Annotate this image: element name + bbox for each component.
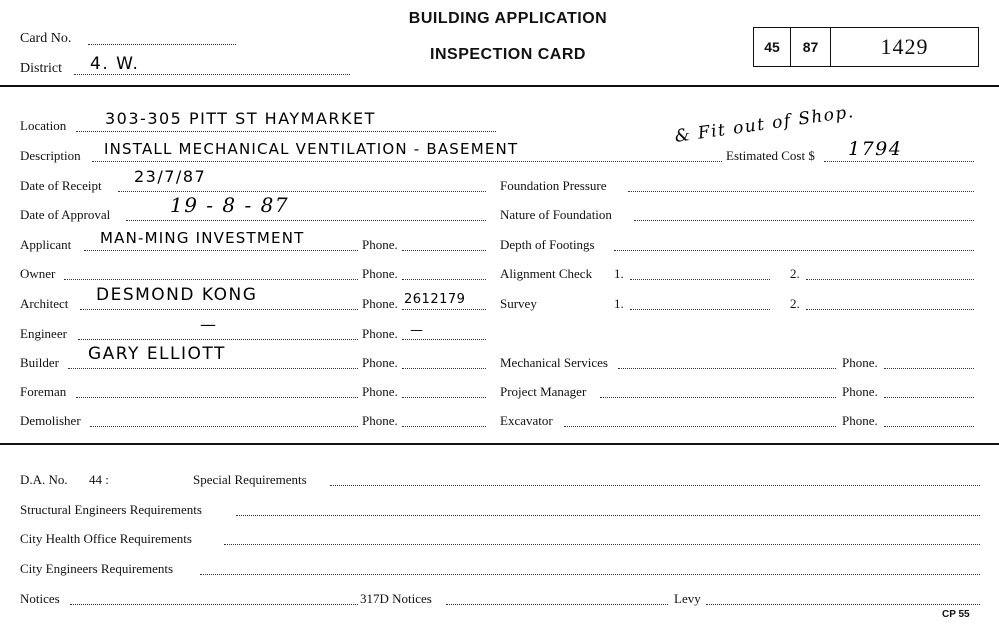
health-requirements-line[interactable] bbox=[224, 544, 980, 545]
architect-phone-value: 2612179 bbox=[404, 292, 466, 307]
foundation-pressure-label: Foundation Pressure bbox=[500, 178, 607, 193]
foreman-phone-line[interactable] bbox=[402, 397, 486, 398]
location-line[interactable] bbox=[76, 131, 496, 132]
levy-line[interactable] bbox=[706, 604, 980, 605]
card-id-box bbox=[753, 27, 979, 67]
builder-line[interactable] bbox=[68, 368, 358, 369]
mechanical-services-label: Mechanical Services bbox=[500, 355, 608, 370]
engineer-line[interactable] bbox=[78, 339, 358, 340]
builder-phone-line[interactable] bbox=[402, 368, 486, 369]
foreman-label: Foreman bbox=[20, 384, 67, 399]
description-value: INSTALL MECHANICAL VENTILATION - BASEMENT bbox=[104, 140, 519, 158]
alignment-check-label: Alignment Check bbox=[500, 266, 593, 281]
description-label: Description bbox=[20, 148, 81, 163]
estimated-cost-label: Estimated Cost $ bbox=[726, 148, 815, 163]
engineer-phone-value: — bbox=[410, 323, 425, 338]
applicant-phone-line[interactable] bbox=[402, 250, 486, 251]
district-line[interactable] bbox=[74, 74, 350, 75]
survey-1-line[interactable] bbox=[630, 309, 770, 310]
card-number: 1429 bbox=[880, 34, 929, 59]
form-title-line2: INSPECTION CARD bbox=[430, 46, 586, 63]
date-receipt-value: 23/7/87 bbox=[134, 167, 207, 186]
architect-phone-label: Phone. bbox=[362, 296, 398, 311]
excavator-line[interactable] bbox=[564, 426, 836, 427]
builder-value: GARY ELLIOTT bbox=[88, 344, 226, 364]
card-no-label: Card No. bbox=[20, 31, 72, 46]
card-no-line[interactable] bbox=[88, 44, 236, 45]
engineer-label: Engineer bbox=[20, 326, 67, 341]
survey-2-line[interactable] bbox=[806, 309, 974, 310]
foreman-phone-label: Phone. bbox=[362, 384, 398, 399]
applicant-line[interactable] bbox=[84, 250, 358, 251]
card-box-a: 45 bbox=[754, 28, 791, 66]
da-no-label: D.A. No. bbox=[20, 472, 68, 487]
depth-footings-line[interactable] bbox=[614, 250, 974, 251]
survey-2-label: 2. bbox=[790, 296, 800, 311]
location-label: Location bbox=[20, 118, 67, 133]
engineer-phone-label: Phone. bbox=[362, 326, 398, 341]
date-approval-value: 19 - 8 - 87 bbox=[170, 193, 290, 217]
mechanical-services-line[interactable] bbox=[618, 368, 836, 369]
form-code: CP 55 bbox=[942, 609, 970, 620]
architect-phone-line[interactable] bbox=[402, 309, 486, 310]
date-approval-line[interactable] bbox=[126, 220, 486, 221]
alignment-2-line[interactable] bbox=[806, 279, 974, 280]
requirements-divider bbox=[0, 443, 999, 445]
district-value: 4. W. bbox=[90, 54, 140, 74]
excavator-phone-label: Phone. bbox=[842, 413, 878, 428]
levy-label: Levy bbox=[674, 591, 701, 606]
architect-label: Architect bbox=[20, 296, 69, 311]
foreman-line[interactable] bbox=[76, 397, 358, 398]
estimated-cost-line[interactable] bbox=[824, 161, 974, 162]
card-box-b: 87 bbox=[791, 28, 831, 66]
special-requirements-label: Special Requirements bbox=[193, 472, 307, 487]
demolisher-phone-line[interactable] bbox=[402, 426, 486, 427]
nature-foundation-line[interactable] bbox=[634, 220, 974, 221]
header-divider bbox=[0, 85, 999, 87]
project-manager-phone-label: Phone. bbox=[842, 384, 878, 399]
description-addition: & Fit out of Shop. bbox=[673, 101, 856, 147]
form-title-line1: BUILDING APPLICATION bbox=[408, 10, 608, 27]
excavator-label: Excavator bbox=[500, 413, 553, 428]
notices-317d-label: 317D Notices bbox=[360, 591, 432, 606]
description-line[interactable] bbox=[92, 161, 722, 162]
notices-317d-line[interactable] bbox=[446, 604, 668, 605]
depth-footings-label: Depth of Footings bbox=[500, 237, 595, 252]
notices-line[interactable] bbox=[70, 604, 358, 605]
applicant-phone-label: Phone. bbox=[362, 237, 398, 252]
builder-phone-label: Phone. bbox=[362, 355, 398, 370]
project-manager-label: Project Manager bbox=[500, 384, 587, 399]
da-no-value: 44 : bbox=[89, 472, 109, 487]
nature-foundation-label: Nature of Foundation bbox=[500, 207, 612, 222]
survey-label: Survey bbox=[500, 296, 537, 311]
alignment-1-label: 1. bbox=[614, 266, 624, 281]
alignment-2-label: 2. bbox=[790, 266, 800, 281]
alignment-1-line[interactable] bbox=[630, 279, 770, 280]
district-label: District bbox=[20, 61, 62, 76]
structural-requirements-label: Structural Engineers Requirements bbox=[20, 502, 202, 517]
engineer-value: — bbox=[200, 315, 218, 334]
applicant-label: Applicant bbox=[20, 237, 72, 252]
foundation-pressure-line[interactable] bbox=[628, 191, 974, 192]
project-manager-line[interactable] bbox=[600, 397, 836, 398]
owner-phone-line[interactable] bbox=[402, 279, 486, 280]
architect-line[interactable] bbox=[80, 309, 358, 310]
date-receipt-line[interactable] bbox=[118, 191, 486, 192]
location-value: 303-305 PITT ST HAYMARKET bbox=[105, 109, 376, 128]
special-requirements-line[interactable] bbox=[330, 485, 980, 486]
structural-requirements-line[interactable] bbox=[236, 515, 980, 516]
architect-value: DESMOND KONG bbox=[96, 285, 258, 305]
estimated-cost-value: 1794 bbox=[848, 138, 903, 160]
owner-phone-label: Phone. bbox=[362, 266, 398, 281]
project-manager-phone-line[interactable] bbox=[884, 397, 974, 398]
owner-label: Owner bbox=[20, 266, 56, 281]
notices-label: Notices bbox=[20, 591, 60, 606]
applicant-value: MAN-MING INVESTMENT bbox=[100, 229, 305, 247]
health-requirements-label: City Health Office Requirements bbox=[20, 531, 192, 546]
city-engineers-label: City Engineers Requirements bbox=[20, 561, 174, 576]
date-approval-label: Date of Approval bbox=[20, 207, 111, 222]
city-engineers-line[interactable] bbox=[200, 574, 980, 575]
demolisher-label: Demolisher bbox=[20, 413, 81, 428]
owner-line[interactable] bbox=[64, 279, 358, 280]
demolisher-phone-label: Phone. bbox=[362, 413, 398, 428]
excavator-phone-line[interactable] bbox=[884, 426, 974, 427]
survey-1-label: 1. bbox=[614, 296, 624, 311]
date-receipt-label: Date of Receipt bbox=[20, 178, 102, 193]
builder-label: Builder bbox=[20, 355, 59, 370]
demolisher-line[interactable] bbox=[90, 426, 358, 427]
mechanical-phone-label: Phone. bbox=[842, 355, 878, 370]
mechanical-phone-line[interactable] bbox=[884, 368, 974, 369]
